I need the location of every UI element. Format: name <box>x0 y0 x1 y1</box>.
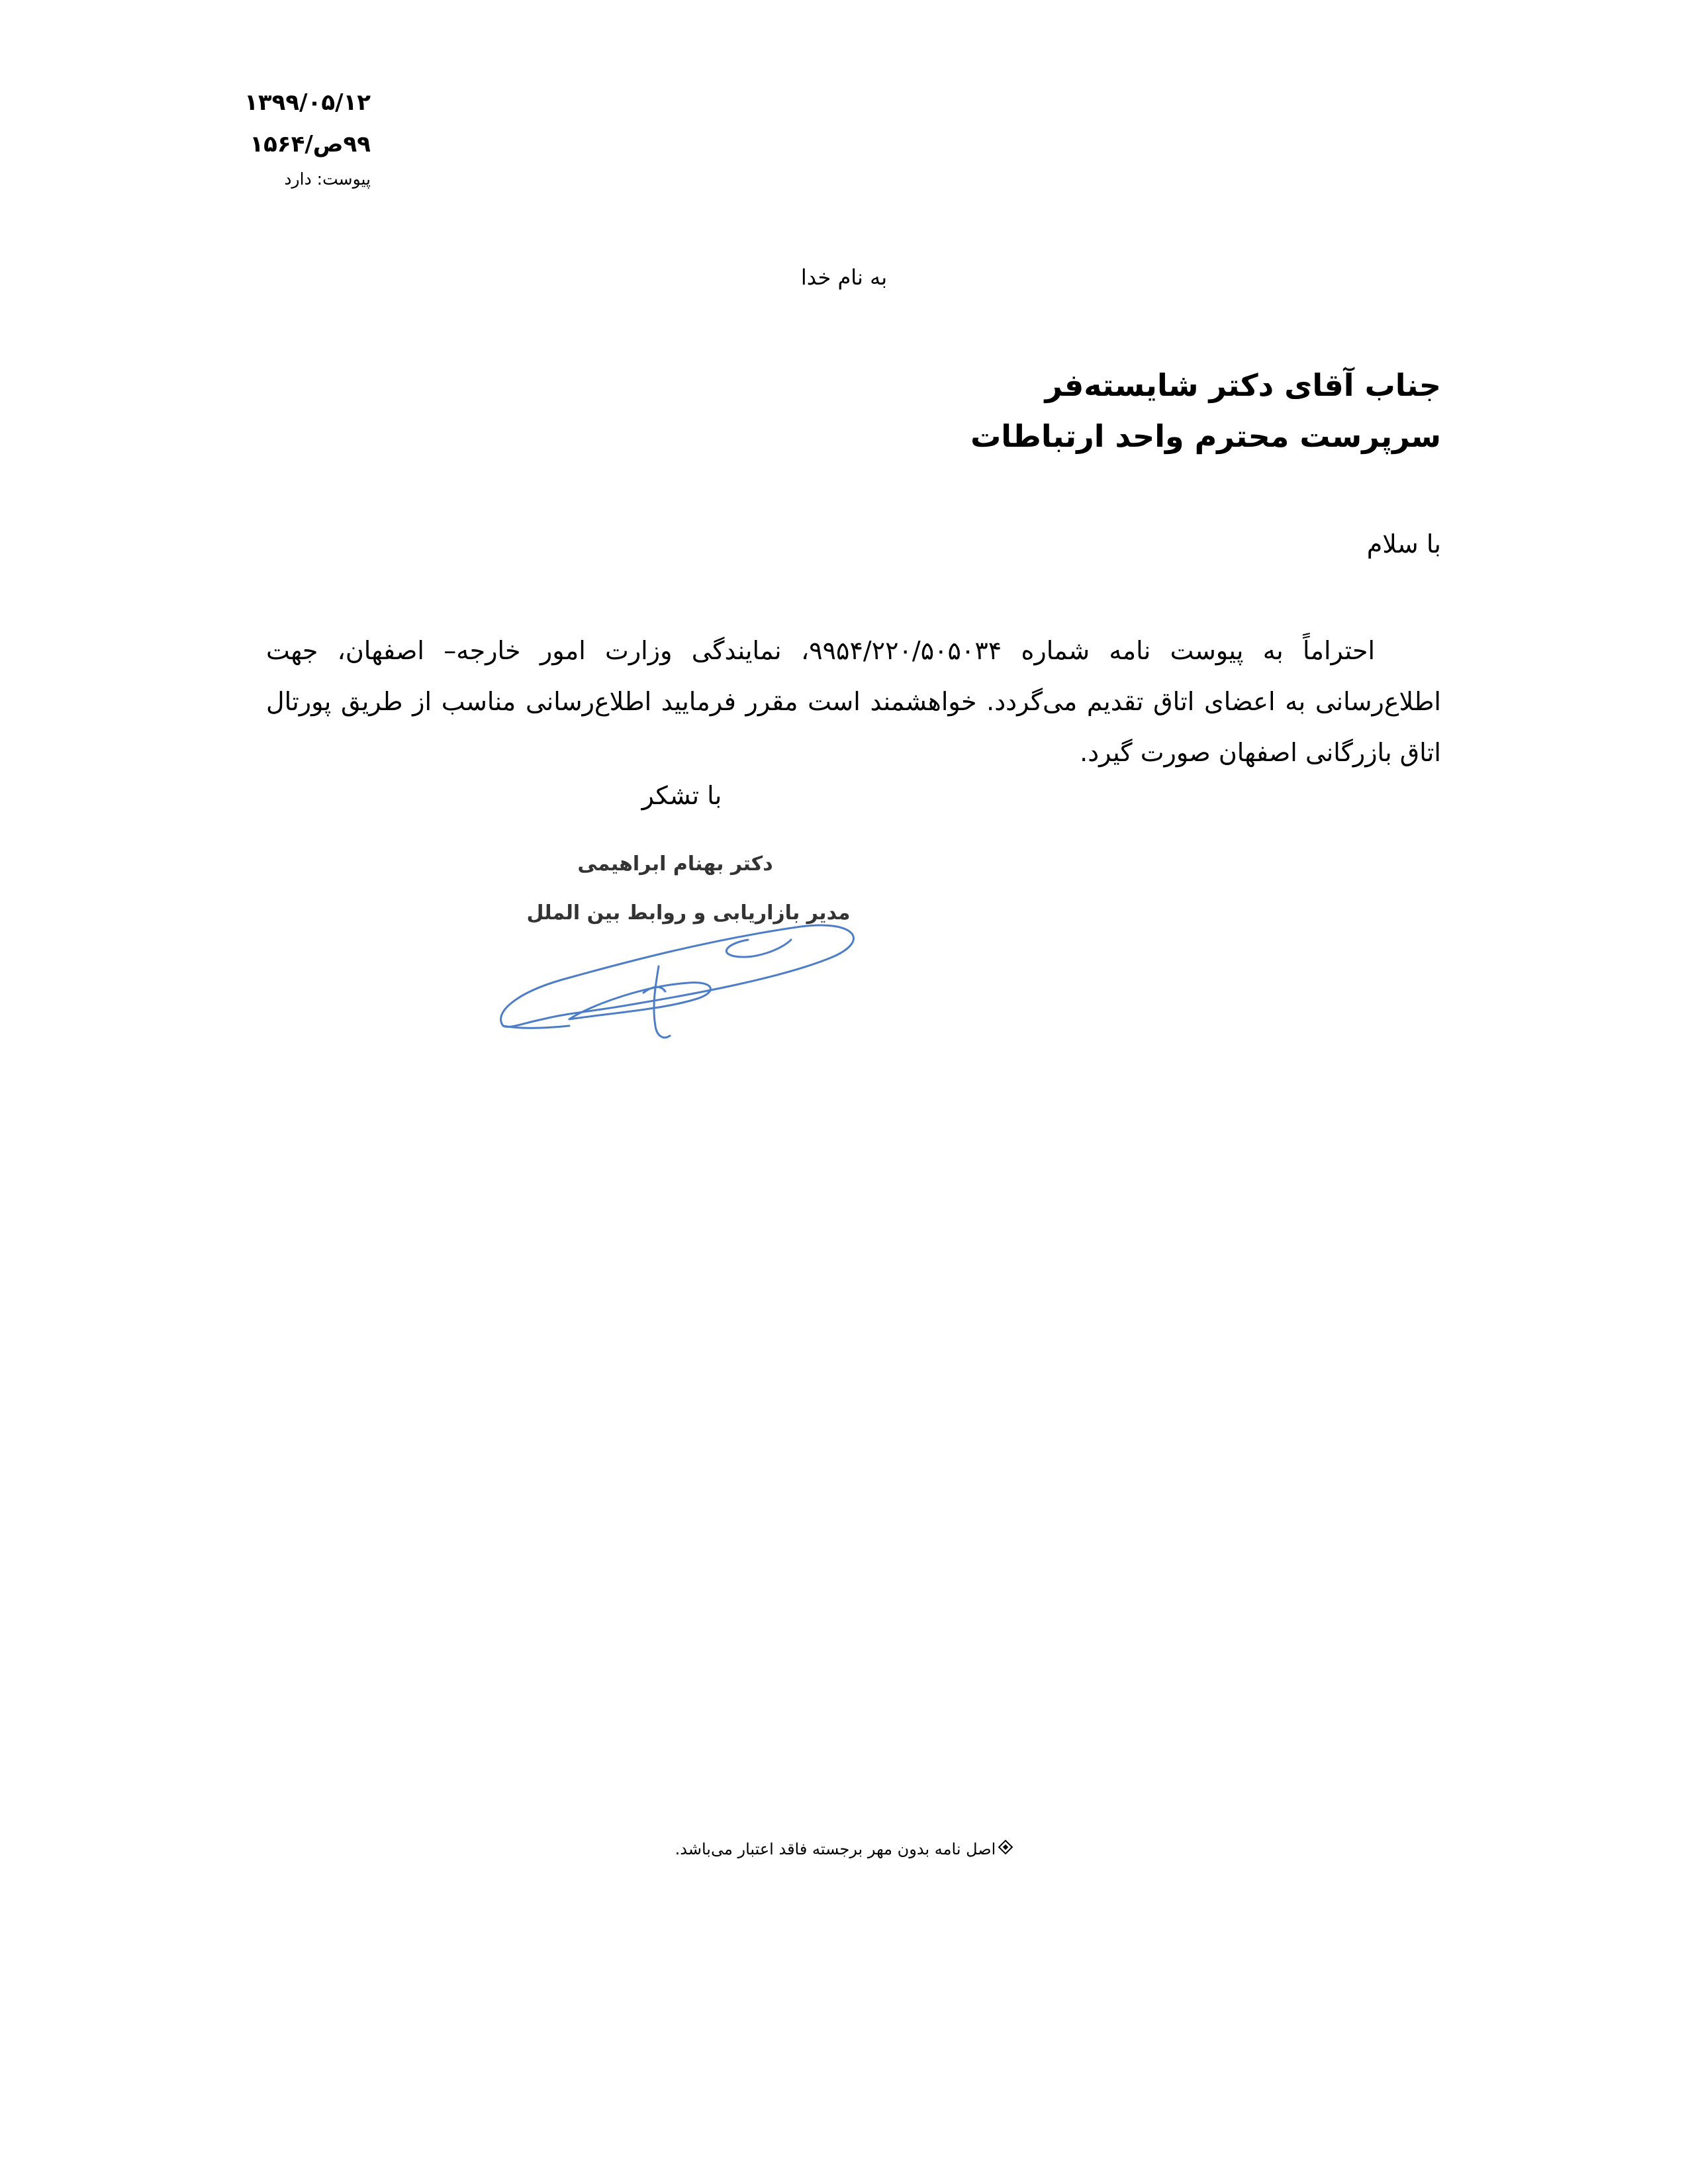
signatory-name: دکتر بهنام ابراهیمی <box>577 852 773 876</box>
closing: با تشکر <box>641 781 722 810</box>
footer-note-text: اصل نامه بدون مهر برجسته فاقد اعتبار می‌باشد. <box>675 1840 996 1858</box>
letter-number: ۹۹ص/۱۵۶۴ <box>250 131 371 158</box>
basmala-heading: به نام خدا <box>800 265 888 290</box>
addressee-title: سرپرست محترم واحد ارتباطات <box>970 418 1441 454</box>
signatory-title: مدیر بازاریابی و روابط بین الملل <box>526 901 851 925</box>
footer-note <box>0 1840 1688 1858</box>
signature-block <box>463 827 887 1066</box>
diamond-icon <box>998 1840 1013 1858</box>
addressee-name: جناب آقای دکتر شایسته‌فر <box>1045 367 1441 403</box>
greeting: با سلام <box>1366 529 1441 559</box>
handwritten-signature <box>490 893 861 1052</box>
letter-date: ۱۳۹۹/۰۵/۱۲ <box>244 89 371 116</box>
attachment-status: پیوست: دارد <box>284 169 371 189</box>
letter-body: احتراماً به پیوست نامه شماره ۹۹۵۴/۲۲۰/۵۰۵۰۳۴، نمایندگی وزارت امور خارجه– اصفهان، جهت اطلاع‌رسانی به اعضای اتاق تقدیم می‌گردد. خواهشمند است مقرر فرمایید اطلاع‌رسانی مناسب از طریق پورتال اتاق بازرگانی اصفهان صورت گیرد. <box>266 636 1441 767</box>
